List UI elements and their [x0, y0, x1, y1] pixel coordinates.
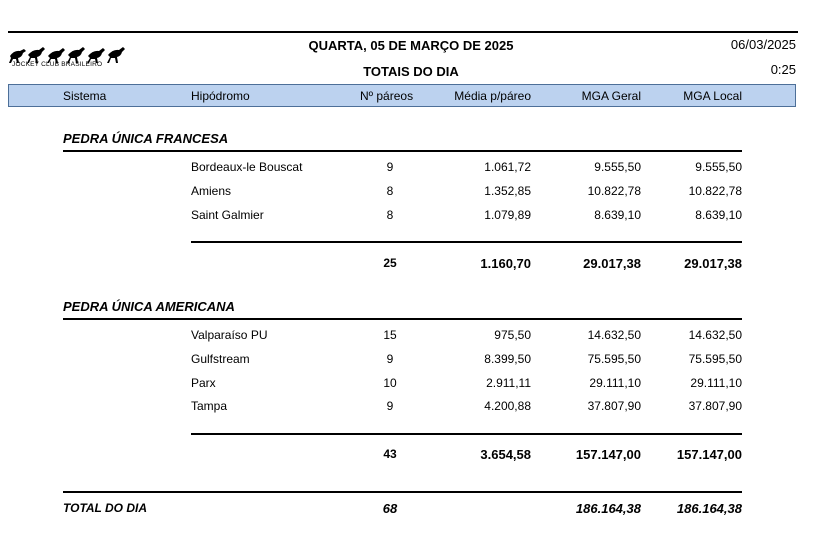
col-mga-geral: MGA Geral	[581, 89, 641, 103]
row-hipodromo: Amiens	[191, 184, 232, 198]
total-label: TOTAL DO DIA	[63, 501, 147, 515]
row-hipodromo: Tampa	[191, 399, 228, 413]
report-time: 0:25	[770, 62, 796, 77]
row-mga-geral: 14.632,50	[587, 328, 641, 342]
col-sistema: Sistema	[63, 89, 107, 103]
row-pareos: 8	[386, 208, 394, 222]
report-title: QUARTA, 05 DE MARÇO DE 2025	[308, 38, 514, 53]
section-title: PEDRA ÚNICA FRANCESA	[63, 131, 229, 146]
section-title: PEDRA ÚNICA AMERICANA	[63, 299, 235, 314]
row-mga-geral: 8.639,10	[594, 208, 641, 222]
subtotal-media: 3.654,58	[480, 447, 531, 462]
subtotal-pareos: 43	[383, 447, 397, 461]
row-mga-local: 37.807,90	[688, 399, 742, 413]
row-mga-local: 75.595,50	[688, 352, 742, 366]
report-date: 06/03/2025	[730, 37, 796, 52]
col-hipodromo: Hipódromo	[191, 89, 250, 103]
row-pareos: 9	[386, 399, 394, 413]
row-mga-geral: 37.807,90	[587, 399, 641, 413]
subtotal-mga-geral: 29.017,38	[583, 256, 641, 271]
top-rule	[8, 31, 798, 33]
row-mga-local: 14.632,50	[688, 328, 742, 342]
row-mga-geral: 75.595,50	[587, 352, 641, 366]
subtotal-media: 1.160,70	[480, 256, 531, 271]
subtotal-rule	[191, 433, 742, 435]
row-media: 8.399,50	[484, 352, 531, 366]
col-media: Média p/páreo	[454, 89, 531, 103]
row-media: 2.911,11	[486, 376, 531, 390]
row-pareos: 9	[386, 352, 394, 366]
row-hipodromo: Saint Galmier	[191, 208, 264, 222]
subtotal-rule	[191, 241, 742, 243]
row-mga-local: 10.822,78	[688, 184, 742, 198]
row-pareos: 9	[386, 160, 394, 174]
row-hipodromo: Gulfstream	[191, 352, 250, 366]
logo-text: JOCKEY CLUB BRASILEIRO	[12, 61, 103, 68]
subtotal-mga-geral: 157.147,00	[575, 447, 641, 462]
section-rule	[63, 318, 742, 320]
row-pareos: 15	[383, 328, 397, 342]
total-pareos: 68	[382, 501, 398, 516]
total-mga-local: 186.164,38	[676, 501, 742, 516]
row-media: 975,50	[494, 328, 531, 342]
row-mga-local: 29.111,10	[690, 376, 742, 390]
row-media: 1.352,85	[484, 184, 531, 198]
col-pareos: Nº páreos	[360, 89, 414, 103]
row-mga-geral: 29.111,10	[589, 376, 641, 390]
row-hipodromo: Valparaíso PU	[191, 328, 268, 342]
col-mga-local: MGA Local	[683, 89, 742, 103]
total-mga-geral: 186.164,38	[575, 501, 641, 516]
row-media: 1.061,72	[484, 160, 531, 174]
row-mga-local: 8.639,10	[695, 208, 742, 222]
row-hipodromo: Parx	[191, 376, 216, 390]
row-mga-geral: 9.555,50	[594, 160, 641, 174]
report-subtitle: TOTAIS DO DIA	[363, 64, 459, 79]
section-rule	[63, 150, 742, 152]
row-mga-geral: 10.822,78	[587, 184, 641, 198]
subtotal-pareos: 25	[383, 256, 397, 270]
row-media: 4.200,88	[484, 399, 531, 413]
subtotal-mga-local: 157.147,00	[676, 447, 742, 462]
total-rule	[63, 491, 742, 493]
row-media: 1.079,89	[484, 208, 531, 222]
subtotal-mga-local: 29.017,38	[684, 256, 742, 271]
row-mga-local: 9.555,50	[695, 160, 742, 174]
row-pareos: 8	[386, 184, 394, 198]
row-hipodromo: Bordeaux-le Bouscat	[191, 160, 303, 174]
row-pareos: 10	[383, 376, 397, 390]
